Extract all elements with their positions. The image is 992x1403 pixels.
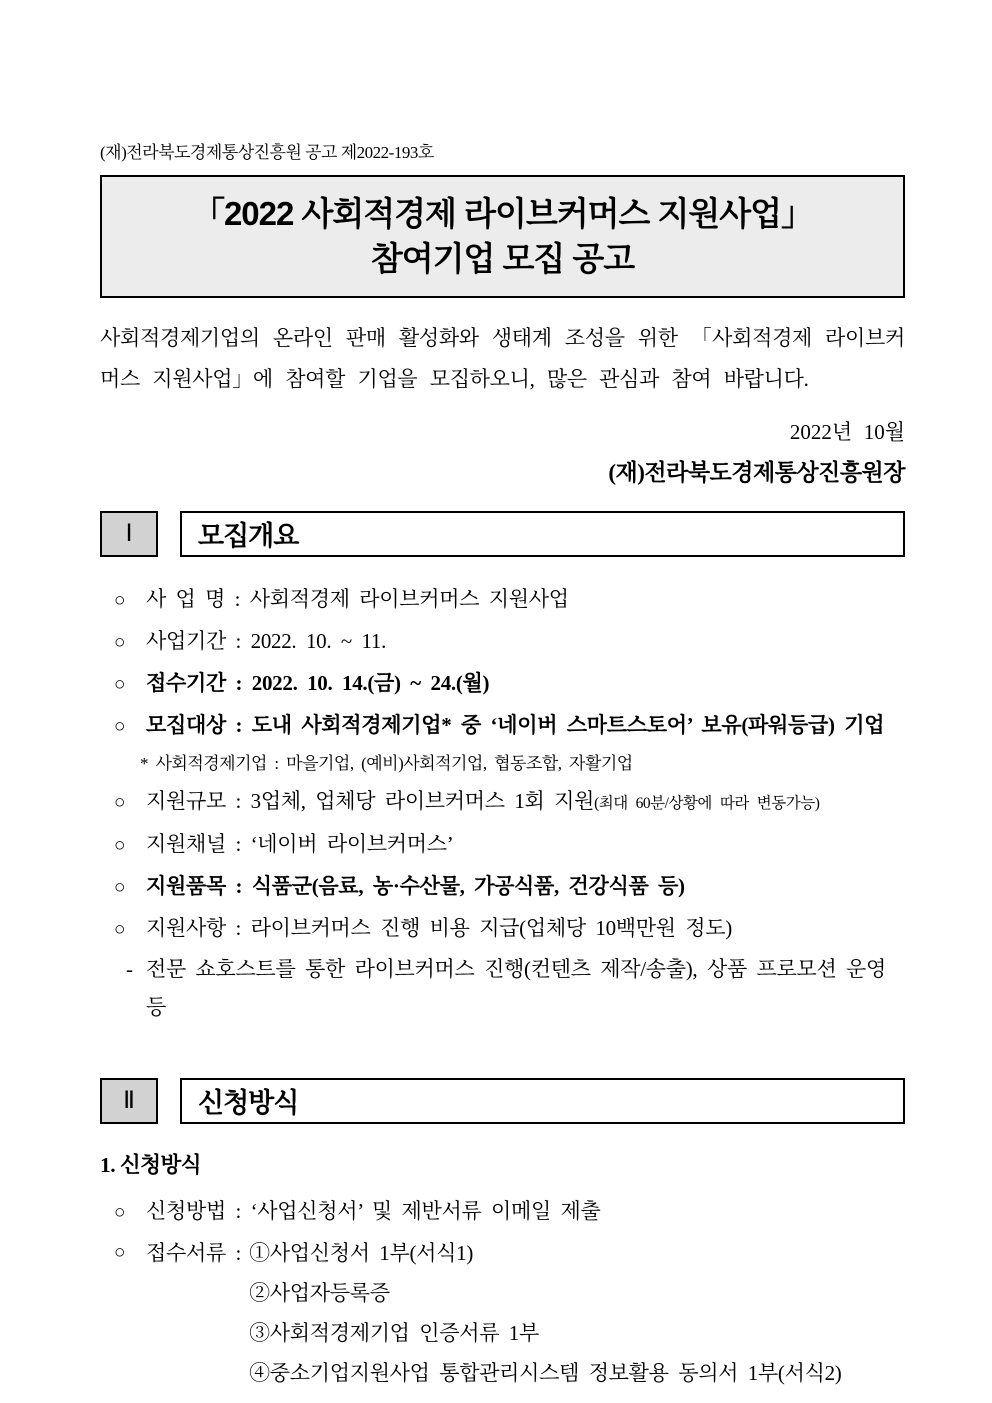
circle-bullet-icon: ○ xyxy=(114,918,126,940)
circle-bullet-icon: ○ xyxy=(114,673,126,695)
section1-header xyxy=(100,511,905,557)
document-item-1: ①사업신청서 1부(서식1) xyxy=(249,1240,474,1265)
circle-bullet-icon: ○ xyxy=(114,791,126,813)
document-title-line2: 참여기업 모집 공고 xyxy=(370,239,635,277)
sub-list-item-showhost xyxy=(100,950,905,1026)
list-item-required-documents xyxy=(100,1233,905,1393)
circle-bullet-icon: ○ xyxy=(114,834,126,856)
list-item-text: 사 업 명 : 사회적경제 라이브커머스 지원사업 xyxy=(146,586,569,611)
list-item-project-name xyxy=(100,579,905,621)
documents-label: 접수서류 : xyxy=(146,1240,242,1265)
list-item-text: 전문 쇼호스트를 통한 라이브커머스 진행(컨텐츠 제작/송출), 상품 프로모션 운영 등 xyxy=(146,956,886,1019)
list-item-target xyxy=(100,705,905,747)
overview-list xyxy=(100,579,905,1026)
issuer-signature: (재)전라북도경제통상진흥원장 xyxy=(608,459,905,485)
list-item-text: 지원품목 : 식품군(음료, 농·수산물, 가공식품, 건강식품 등) xyxy=(146,873,685,898)
section1-numeral-box: Ⅰ xyxy=(100,511,158,557)
title-box xyxy=(100,175,905,298)
document-item-2: ②사업자등록증 xyxy=(249,1280,390,1305)
intro-paragraph: 사회적경제기업의 온라인 판매 활성화와 생태계 조성을 위한 「사회적경제 라이브커머스 지원사업」에 참여할 기업을 모집하오니, 많은 관심과 참여 바랍니다. xyxy=(100,326,905,391)
list-item-main-text: 지원규모 : 3업체, 업체당 라이브커머스 1회 지원 xyxy=(146,788,595,813)
circle-bullet-icon: ○ xyxy=(114,631,126,653)
footnote-social-economy xyxy=(100,747,905,781)
list-item-text: 접수기간 : 2022. 10. 14.(금) ~ 24.(월) xyxy=(146,670,490,695)
section2-header xyxy=(100,1078,905,1124)
list-item-text: 지원채널 : ‘네이버 라이브커머스’ xyxy=(146,831,454,856)
circle-bullet-icon: ○ xyxy=(114,589,126,611)
issue-date: 2022년 10월 xyxy=(789,419,905,444)
footnote-text: * 사회적경제기업 : 마을기업, (예비)사회적기업, 협동조합, 자활기업 xyxy=(140,753,633,773)
documents-list xyxy=(249,1233,841,1393)
list-item-application-period xyxy=(100,663,905,705)
subsection-heading: 1. 신청방식 xyxy=(100,1152,202,1177)
list-item-text: 지원사항 : 라이브커머스 진행 비용 지급(업체당 10백만원 정도) xyxy=(146,915,732,940)
document-item-4: ④중소기업지원사업 통합관리시스템 정보활용 동의서 1부(서식2) xyxy=(249,1360,842,1385)
list-item-text: 사업기간 : 2022. 10. ~ 11. xyxy=(146,628,387,653)
section1-title: 모집개요 xyxy=(180,511,905,557)
document-item-3: ③사회적경제기업 인증서류 1부 xyxy=(249,1320,539,1345)
list-item-support-scale xyxy=(100,781,905,824)
list-item-support-details xyxy=(100,908,905,950)
list-item-small-text: (최대 60분/상황에 따라 변동가능) xyxy=(594,794,820,812)
circle-bullet-icon: ○ xyxy=(114,1241,126,1263)
document-title-line1: 「2022 사회적경제 라이브커머스 지원사업」 xyxy=(191,195,814,233)
list-item-text xyxy=(146,781,819,824)
section2-numeral-box: Ⅱ xyxy=(100,1078,158,1124)
notice-number: (재)전라북도경제통상진흥원 공고 제2022-193호 xyxy=(100,143,434,162)
dash-bullet-icon: - xyxy=(126,956,133,981)
list-item-support-channel xyxy=(100,824,905,866)
circle-bullet-icon: ○ xyxy=(114,715,126,737)
list-item-text: 모집대상 : 도내 사회적경제기업* 중 ‘네이버 스마트스토어’ 보유(파워등급) 기업 xyxy=(146,712,885,737)
circle-bullet-icon: ○ xyxy=(114,876,126,898)
application-list xyxy=(100,1191,905,1393)
list-item-text: 신청방법 : ‘사업신청서’ 및 제반서류 이메일 제출 xyxy=(146,1198,601,1223)
list-item-application-method xyxy=(100,1191,905,1233)
list-item-project-period xyxy=(100,621,905,663)
section2-title: 신청방식 xyxy=(180,1078,905,1124)
circle-bullet-icon: ○ xyxy=(114,1201,126,1223)
list-item-support-products xyxy=(100,866,905,908)
